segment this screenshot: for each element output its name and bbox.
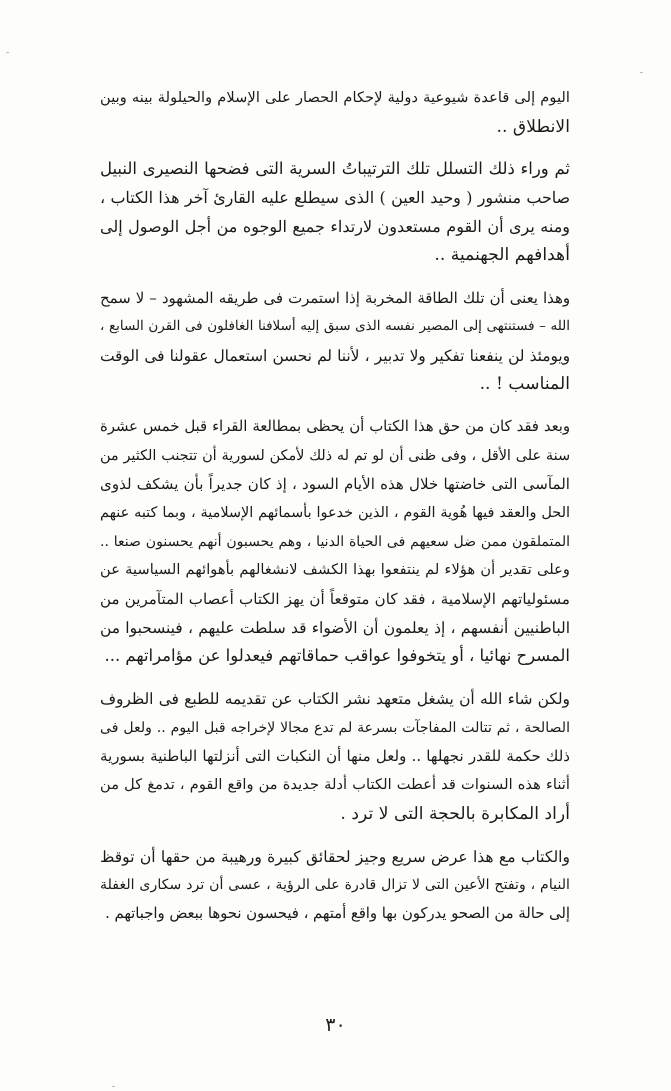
body-text xyxy=(100,84,570,929)
paragraph-4 xyxy=(100,413,570,671)
text-line: المتملقون ممن ضل سعيهم فى الحياة الدنيا ، وهم يحسبون أنهم يحسنون صنعا .. xyxy=(100,533,570,550)
text-line: ومنه يرى أن القوم مستعدون لارتداء جميع الوجوه من أجل الوصول إلى xyxy=(100,216,570,236)
text-line: وبعد فقد كان من حق هذا الكتاب أن يحظى بمطالعة القراء قبل خمس عشرة xyxy=(100,417,570,435)
text-line: أهدافهم الجهنمية .. xyxy=(434,245,570,266)
paragraph-5 xyxy=(100,685,570,828)
text-line: والكتاب مع هذا عرض سريع وجيز لحقائق كبيرة ورهيبة من حقها أن توقظ xyxy=(100,847,570,866)
paragraph-1 xyxy=(100,84,570,141)
scan-speck xyxy=(6,52,9,53)
text-line: اليوم إلى قاعدة شيوعية دولية لإحكام الحصار على الإسلام والحيلولة بينه وبين xyxy=(100,89,570,106)
text-line: ذلك حكمة للقدر نجهلها .. ولعل منها أن النكبات التى أنزلتها الباطنية بسورية xyxy=(100,747,570,766)
paragraph-3 xyxy=(100,284,570,399)
text-line: الانطلاق .. xyxy=(496,116,570,137)
text-line: ولكن شاء الله أن يشغل متعهد نشر الكتاب عن تقديمه للطبع فى الظروف xyxy=(100,690,570,709)
scan-speck xyxy=(112,1086,115,1087)
text-line: ويومئذ لن ينفعنا تفكير ولا تدبير ، لأننا لم نحسن استعمال عقولنا فى الوقت xyxy=(100,346,570,365)
paragraph-2 xyxy=(100,155,570,270)
text-line: أثناء هذه السنوات قد أعطت الكتاب أدلة جديدة من واقع القوم ، تدمغ كل من xyxy=(100,776,570,794)
scan-speck xyxy=(640,72,643,73)
text-line: وعلى تقدير أن هؤلاء لم ينتفعوا بهذا الكشف لانشغالهم بأهوائهم السياسية عن xyxy=(100,561,570,579)
text-line: سنة على الأقل ، وفى ظنى أن لو تم له ذلك لأمكن لسورية أن تتجنب الكثير من xyxy=(100,447,570,464)
text-line: مسئولياتهم الإسلامية ، فقد كان متوقعاً أن يهز الكتاب أعصاب المتآمرين من xyxy=(100,590,570,608)
text-line: الصالحة ، ثم تتالت المفاجآت بسرعة لم تدع مجالا لإخراجه قبل اليوم .. ولعل فى xyxy=(100,719,570,736)
text-line: ثم وراء ذلك التسلل تلك الترتيباتُ السرية التى فضحها النصيرى النبيل xyxy=(100,159,570,179)
text-line: الحل والعقد فيها هُوية القوم ، الذين خدعوا بأسمائهم الإسلامية ، وبما كتبه عنهم xyxy=(100,504,570,521)
text-line: أراد المكابرة بالحجة التى لا ترد . xyxy=(340,803,570,824)
text-line: صاحب منشور ( وحيد العين ) الذى سيطلع عليه القارئ آخر هذا الكتاب ، xyxy=(100,188,570,208)
text-line: المناسب ! .. xyxy=(479,374,570,395)
text-line: الله – فستنتهى إلى المصير نفسه الذى سبق إليه أسلافنا الغافلون فى القرن السابع ، xyxy=(100,318,570,334)
text-line: وهذا يعنى أن تلك الطاقة المخربة إذا استمرت فى طريقه المشهود – لا سمح xyxy=(100,289,570,308)
text-line: المآسى التى خاضتها خلال هذه الأيام السود ، إذ كان جديراً بأن يشكف لذوى xyxy=(100,475,570,494)
text-line: النيام ، وتفتح الأعين التى لا تزال قادرة على الرؤية ، عسى أن ترد سكارى الغفلة xyxy=(100,877,570,894)
text-line: الباطنيين أنفسهم ، إذ يعلمون أن الأضواء قد سلطت عليهم ، فينسحبوا من xyxy=(100,618,570,637)
text-line: إلى حالة من الصحو يدركون بها واقع أمتهم ، فيحسون نحوها ببعض واجباتهم . xyxy=(105,904,570,922)
page-number: ٣٠ xyxy=(325,1014,346,1036)
paragraph-6 xyxy=(100,843,570,929)
text-line: المسرح نهائيا ، أو يتخوفوا عواقب حماقاتهم فيعدلوا عن مؤامراتهم ... xyxy=(104,646,570,666)
